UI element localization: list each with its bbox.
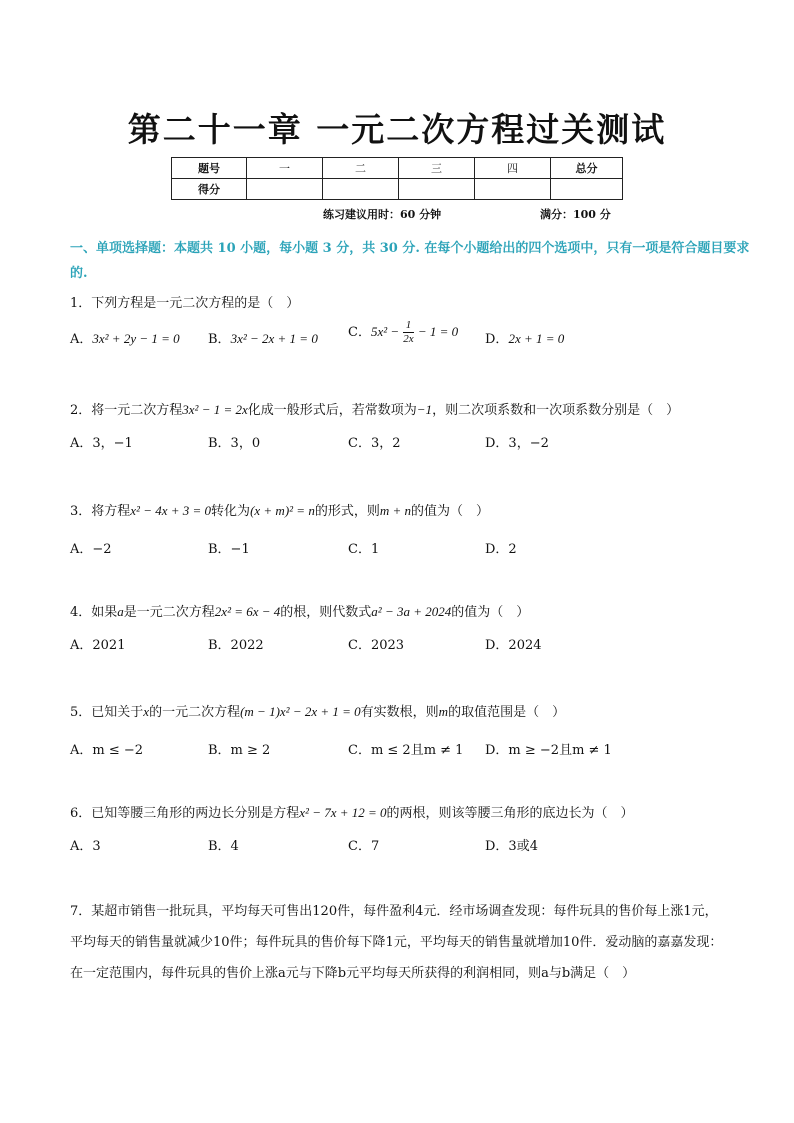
stem-formula: m <box>438 704 449 719</box>
stem-text: 5．已知关于 <box>70 705 144 720</box>
fraction-numerator: 1 <box>403 319 413 333</box>
option-2b[interactable]: B．3，0 <box>208 436 261 451</box>
option-label: D． <box>485 332 509 347</box>
stem-formula: −1 <box>416 402 433 417</box>
score-blank-cell[interactable] <box>551 179 623 200</box>
full-score: 满分：100 分 <box>540 208 611 221</box>
option-5b[interactable]: B．m ≥ 2 <box>208 743 271 758</box>
stem-text: 的形式，则 <box>314 504 380 519</box>
score-blank-cell[interactable] <box>323 179 399 200</box>
option-5d[interactable]: D．m ≥ −2且m ≠ 1 <box>485 743 612 758</box>
option-2d[interactable]: D．3，−2 <box>485 436 549 451</box>
option-4a[interactable]: A．2021 <box>70 638 126 653</box>
stem-formula: 3x² − 1 = 2x <box>182 402 248 417</box>
option-2c[interactable]: C．3，2 <box>348 436 401 451</box>
option-2a[interactable]: A．3，−1 <box>70 436 133 451</box>
stem-formula: m + n <box>379 503 412 518</box>
question-5-stem <box>70 698 730 726</box>
score-cell: 三 <box>399 158 475 179</box>
section-heading: 一、单项选择题：本题共 10 小题，每小题 3 分，共 30 分. 在每个小题给出的四个选项中，只有一项是符合题目要求的. <box>70 241 750 281</box>
score-cell: 一 <box>247 158 323 179</box>
stem-formula: x² − 4x + 3 = 0 <box>130 503 212 518</box>
stem-formula: a² − 3a + 2024 <box>371 604 452 619</box>
stem-text: 的取值范围是（ ） <box>448 705 566 720</box>
option-5c[interactable]: C．m ≤ 2且m ≠ 1 <box>348 743 464 758</box>
stem-text: 的根，则代数式 <box>280 605 372 620</box>
question-7-stem: 7．某超市销售一批玩具，平均每天可售出120件，每件盈利4元．经市场调查发现：每件玩具的售价每上涨1元，平均每天的销售量就减少10件；每件玩具的售价每下降1元，平均每天的销售量就增加10件．爱动脑的嘉嘉发现：在一定范围内，每件玩具的售价上涨a元与下降b元平均每天所获得的利润相同，则a与b满足（ ） <box>70 904 723 981</box>
stem-formula: 2x² = 6x − 4 <box>214 604 281 619</box>
stem-formula: x <box>143 704 150 719</box>
option-label: A． <box>70 332 93 347</box>
stem-text: ，则二次项系数和一次项系数分别是（ ） <box>432 403 680 418</box>
stem-text: 2．将一元二次方程 <box>70 403 183 418</box>
score-cell: 得分 <box>172 179 247 200</box>
option-formula: 3x² + 2y − 1 = 0 <box>92 331 180 346</box>
score-blank-cell[interactable] <box>399 179 475 200</box>
option-formula: 5x² − <box>370 324 400 339</box>
option-4c[interactable]: C．2023 <box>348 638 405 653</box>
stem-text: 是一元二次方程 <box>123 605 215 620</box>
option-5a[interactable]: A．m ≤ −2 <box>70 743 144 758</box>
option-3d[interactable]: D．2 <box>485 542 517 557</box>
option-formula: 2x + 1 = 0 <box>508 331 565 346</box>
fraction-denominator: 2x <box>403 333 414 345</box>
stem-text: 转化为 <box>211 504 251 519</box>
option-formula: 3x² − 2x + 1 = 0 <box>230 331 318 346</box>
option-6a[interactable]: A．3 <box>70 839 101 854</box>
stem-formula: x² − 7x + 12 = 0 <box>299 805 387 820</box>
option-label: B． <box>208 332 231 347</box>
stem-text: 化成一般形式后，若常数项为 <box>247 403 417 418</box>
stem-text: 的一元二次方程 <box>149 705 241 720</box>
option-3c[interactable]: C．1 <box>348 542 380 557</box>
option-1d[interactable] <box>485 328 564 347</box>
question-6-stem <box>70 799 730 827</box>
option-label: C． <box>348 325 371 340</box>
score-blank-cell[interactable] <box>247 179 323 200</box>
stem-text: 的值为（ ） <box>451 605 530 620</box>
stem-text: 有实数根，则 <box>360 705 439 720</box>
option-1a[interactable] <box>70 328 180 347</box>
option-3b[interactable]: B．−1 <box>208 542 250 557</box>
question-2-stem <box>70 396 730 424</box>
fraction <box>403 319 413 346</box>
score-cell: 二 <box>323 158 399 179</box>
option-6c[interactable]: C．7 <box>348 839 380 854</box>
question-4-stem <box>70 598 730 626</box>
score-table-header-row <box>172 158 623 179</box>
option-4d[interactable]: D．2024 <box>485 638 542 653</box>
stem-text: 的值为（ ） <box>411 504 490 519</box>
stem-text: 3．将方程 <box>70 504 131 519</box>
option-formula: − 1 = 0 <box>417 324 459 339</box>
score-table-score-row <box>172 179 623 200</box>
option-3a[interactable]: A．−2 <box>70 542 112 557</box>
suggested-time: 练习建议用时：60 分钟 <box>323 208 442 221</box>
stem-formula: (x + m)² = n <box>250 503 315 518</box>
option-6d[interactable]: D．3或4 <box>485 839 538 854</box>
stem-formula: a <box>117 604 124 619</box>
score-blank-cell[interactable] <box>475 179 551 200</box>
option-1b[interactable] <box>208 328 318 347</box>
option-6b[interactable]: B．4 <box>208 839 239 854</box>
stem-text: 的两根，则该等腰三角形的底边长为（ ） <box>386 806 634 821</box>
option-1c[interactable] <box>348 319 458 346</box>
stem-text: 4．如果 <box>70 605 118 620</box>
stem-text: 6．已知等腰三角形的两边长分别是方程 <box>70 806 300 821</box>
score-cell: 题号 <box>172 158 247 179</box>
option-4b[interactable]: B．2022 <box>208 638 264 653</box>
score-cell: 总分 <box>551 158 623 179</box>
score-table <box>171 157 623 200</box>
question-3-stem <box>70 497 730 525</box>
question-1-stem: 1．下列方程是一元二次方程的是（ ） <box>70 296 300 311</box>
page-title: 第二十一章 一元二次方程过关测试 <box>127 110 667 149</box>
stem-formula: (m − 1)x² − 2x + 1 = 0 <box>240 704 361 719</box>
score-cell: 四 <box>475 158 551 179</box>
